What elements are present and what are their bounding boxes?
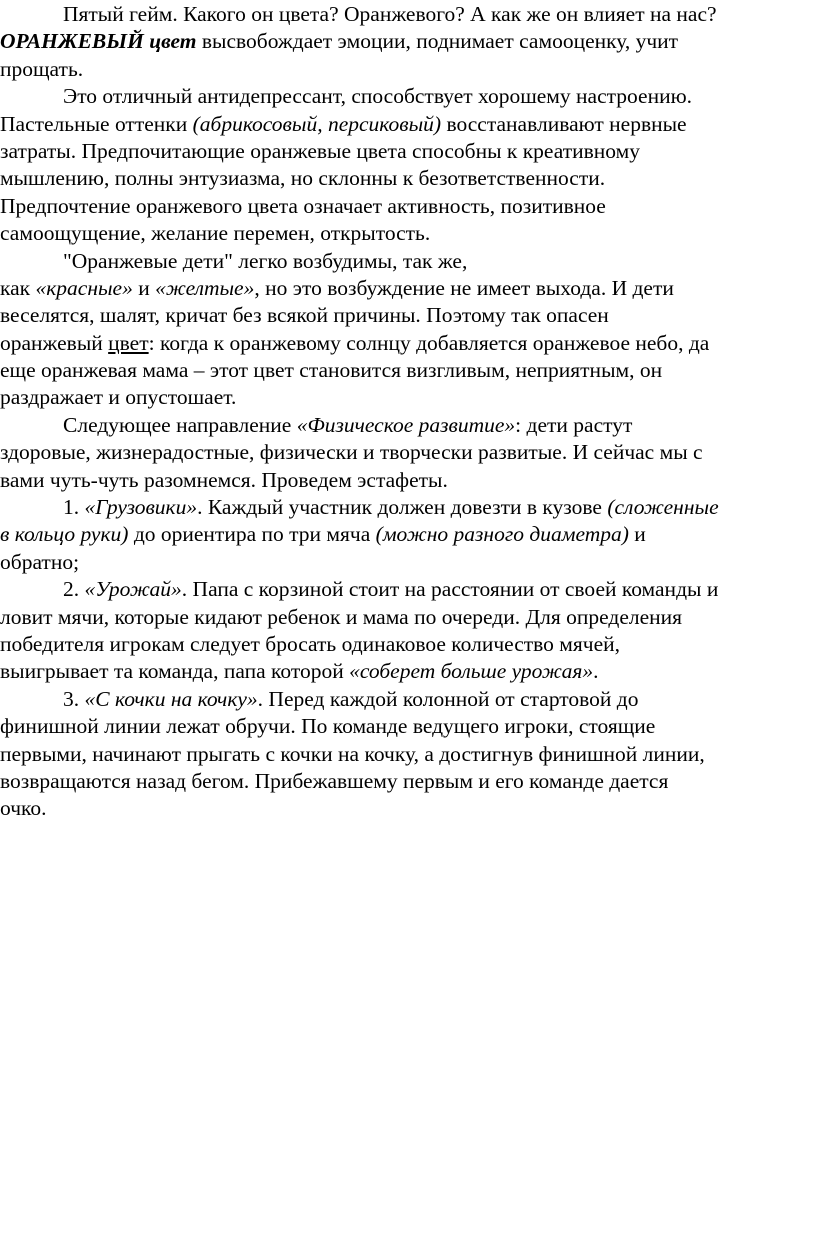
text-run: Предпочтение оранжевого цвета означает активность, позитивное bbox=[0, 193, 606, 218]
text-line-16 bbox=[0, 412, 816, 439]
text-run: Это отличный антидепрессант, способствует хорошему настроению. bbox=[63, 84, 693, 109]
text-line-25 bbox=[0, 658, 816, 685]
text-run: . Каждый участник должен довезти в кузове bbox=[197, 495, 608, 520]
italic-phrase: «соберет больше урожая» bbox=[349, 659, 594, 684]
text-run: до ориентира по три мяча bbox=[128, 522, 376, 547]
text-run: прощать. bbox=[0, 56, 84, 81]
text-run: затраты. Предпочитающие оранжевые цвета способны к креативному bbox=[0, 138, 640, 163]
text-run: Пятый гейм. Какого он цвета? Оранжевого? А как же он влияет на нас? bbox=[63, 2, 717, 26]
text-line-9 bbox=[0, 220, 816, 247]
bold-italic-phrase: ОРАНЖЕВЫЙ цвет bbox=[0, 29, 197, 54]
text-line-28 bbox=[0, 741, 816, 768]
list-number: 2. bbox=[63, 577, 85, 602]
text-line-21 bbox=[0, 549, 816, 576]
text-run: : когда к оранжевому солнцу добавляется оранжевое небо, да bbox=[148, 330, 710, 355]
italic-phrase: (сложенные bbox=[607, 495, 719, 520]
italic-phrase: (можно разного диаметра) bbox=[375, 522, 629, 547]
text-run: вами чуть-чуть разомнемся. Проведем эстафеты. bbox=[0, 467, 448, 492]
italic-phrase: «Урожай» bbox=[84, 577, 182, 602]
text-line-17 bbox=[0, 439, 816, 466]
text-run: веселятся, шалят, кричат без всякой причины. Поэтому так опасен bbox=[0, 303, 609, 328]
text-line-11 bbox=[0, 275, 816, 302]
text-run: Следующее направление bbox=[63, 412, 297, 437]
text-line-6 bbox=[0, 138, 816, 165]
text-run: выигрывает та команда, папа которой bbox=[0, 659, 350, 684]
text-line-8 bbox=[0, 193, 816, 220]
text-run: победителя игрокам следует бросать одинаковое количество мячей, bbox=[0, 631, 621, 656]
text-run: как bbox=[0, 275, 36, 300]
text-run: ловит мячи, которые кидают ребенок и мама по очереди. Для определения bbox=[0, 604, 683, 629]
text-run: . bbox=[593, 659, 599, 684]
text-line-20 bbox=[0, 521, 816, 548]
text-line-26 bbox=[0, 686, 816, 713]
text-run: первыми, начинают прыгать с кочки на кочку, а достигнув финишной линии, bbox=[0, 741, 705, 766]
text-line-3 bbox=[0, 56, 816, 83]
text-line-7 bbox=[0, 165, 816, 192]
text-run: финишной линии лежат обручи. По команде ведущего игроки, стоящие bbox=[0, 714, 656, 739]
text-line-4 bbox=[0, 83, 816, 110]
text-run: высвобождает эмоции, поднимает самооценку, учит bbox=[196, 29, 679, 54]
text-run: и bbox=[628, 522, 646, 547]
document-body bbox=[0, 1, 816, 823]
underlined-word: цвет bbox=[108, 330, 149, 355]
list-number: 3. bbox=[63, 686, 85, 711]
text-line-14 bbox=[0, 357, 816, 384]
text-run: обратно; bbox=[0, 549, 80, 574]
text-run: мышлению, полны энтузиазма, но склонны к безответственности. bbox=[0, 166, 606, 191]
text-line-15 bbox=[0, 384, 816, 411]
text-run: здоровые, жизнерадостные, физически и творчески развитые. И сейчас мы с bbox=[0, 440, 703, 465]
text-run: восстанавливают нервные bbox=[441, 111, 687, 136]
italic-phrase: «Грузовики» bbox=[84, 495, 198, 520]
text-run: возвращаются назад бегом. Прибежавшему первым и его команде дается bbox=[0, 768, 669, 793]
text-line-24 bbox=[0, 631, 816, 658]
text-run: раздражает и опустошает. bbox=[0, 385, 237, 410]
text-line-30 bbox=[0, 795, 816, 822]
text-run: очко. bbox=[0, 796, 47, 821]
italic-phrase: «желтые» bbox=[155, 275, 255, 300]
text-run: , но это возбуждение не имеет выхода. И дети bbox=[254, 275, 674, 300]
text-run: : дети растут bbox=[515, 412, 633, 437]
text-line-23 bbox=[0, 604, 816, 631]
text-line-27 bbox=[0, 713, 816, 740]
text-line-1 bbox=[0, 1, 816, 28]
text-run: . Папа с корзиной стоит на расстоянии от своей команды и bbox=[181, 577, 719, 602]
italic-phrase: в кольцо руки) bbox=[0, 522, 129, 547]
text-run: "Оранжевые дети" легко возбудимы, так же, bbox=[63, 248, 468, 273]
text-line-18 bbox=[0, 467, 816, 494]
text-run: Пастельные оттенки bbox=[0, 111, 193, 136]
text-line-29 bbox=[0, 768, 816, 795]
italic-phrase: «красные» bbox=[35, 275, 133, 300]
text-line-19 bbox=[0, 494, 816, 521]
text-line-5 bbox=[0, 111, 816, 138]
italic-phrase: «Физическое развитие» bbox=[296, 412, 516, 437]
list-number: 1. bbox=[63, 495, 85, 520]
text-line-12 bbox=[0, 302, 816, 329]
text-run: самоощущение, желание перемен, открытость. bbox=[0, 221, 431, 246]
italic-phrase: «С кочки на кочку» bbox=[84, 686, 258, 711]
text-line-2 bbox=[0, 28, 816, 55]
text-line-10 bbox=[0, 248, 816, 275]
text-run: и bbox=[132, 275, 156, 300]
text-run: . Перед каждой колонной от стартовой до bbox=[257, 686, 639, 711]
text-line-13 bbox=[0, 330, 816, 357]
text-run: еще оранжевая мама – этот цвет становится визгливым, неприятным, он bbox=[0, 358, 663, 383]
italic-phrase: (абрикосовый, персиковый) bbox=[192, 111, 442, 136]
text-line-22 bbox=[0, 576, 816, 603]
text-run: оранжевый bbox=[0, 330, 109, 355]
